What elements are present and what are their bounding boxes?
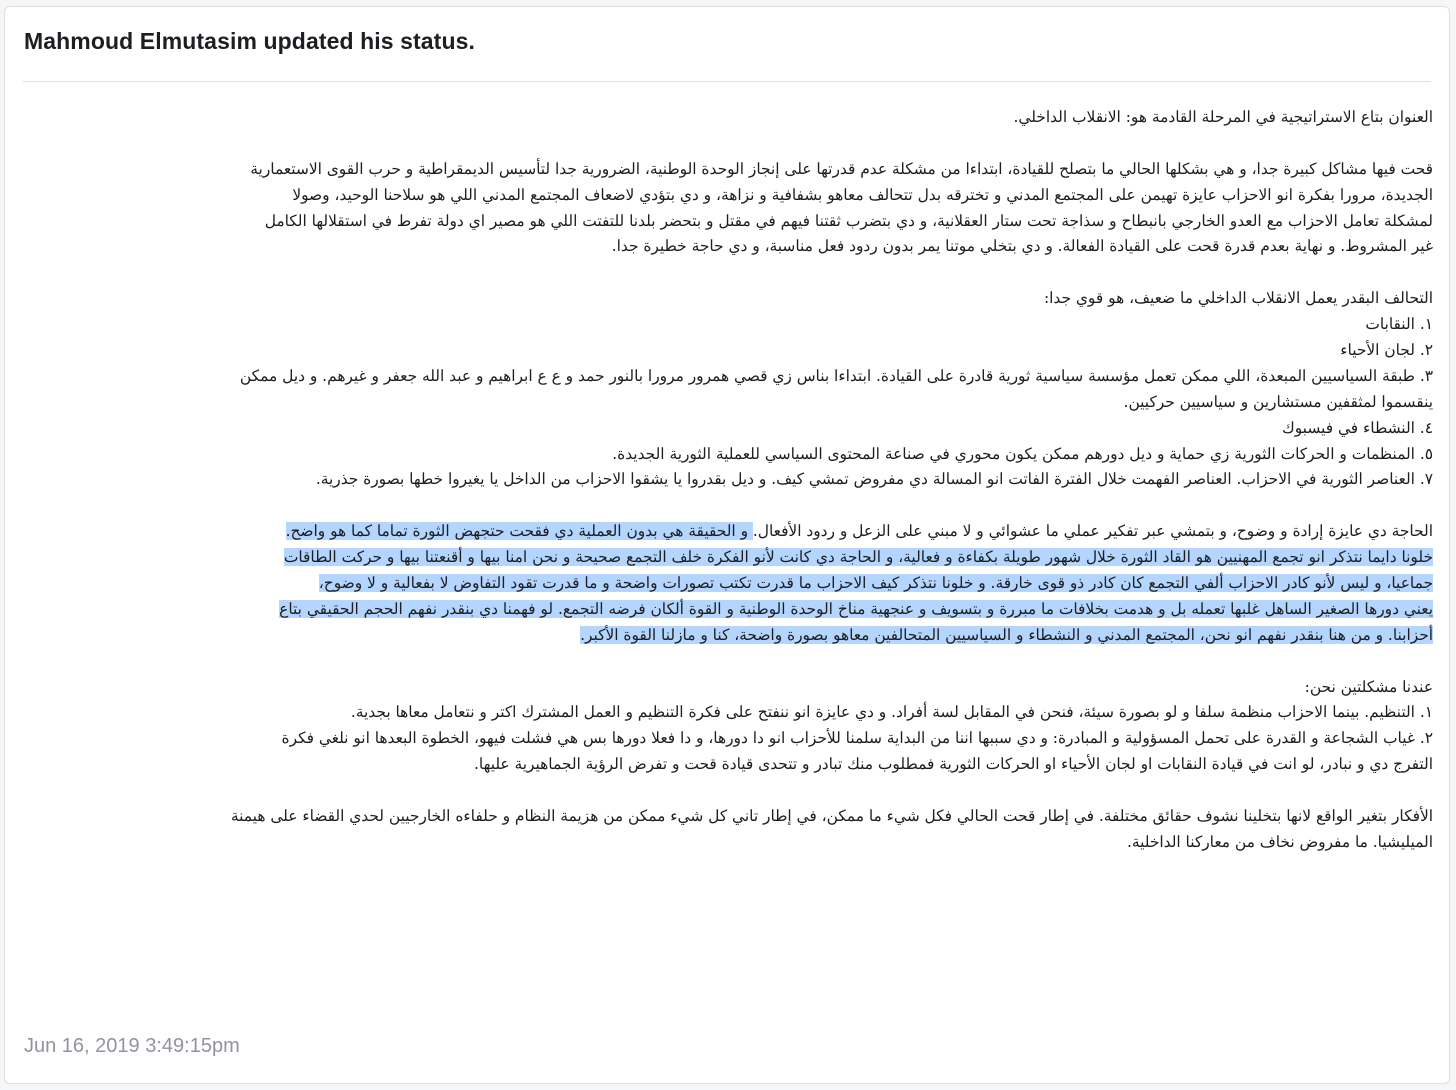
post-line-selected[interactable] (23, 623, 1433, 649)
post-line: عندنا مشكلتين نحن: (1304, 677, 1433, 696)
post-paragraph-2 (23, 157, 1433, 261)
list-item-continued: التفرج دي و نبادر، لو انت في قيادة النقابات او لجان الأحياء او الحركات الثورية فمطلوب منك تبادر و تتحدى قيادة قحت و تفرض الرؤية الجماهيرية عليها. (474, 755, 1433, 774)
selected-text[interactable]: أحزابنا. و من هنا بنقدر نفهم انو نحن، المجتمع المدني و النشطاء و السياسيين المتحالفين معاهو بصورة واضحة، كنا و مازلنا القوة الأكبر. (580, 625, 1433, 644)
post-line: التحالف البقدر يعمل الانقلاب الداخلي ما ضعيف، هو قوي جدا: (1043, 289, 1433, 308)
post-line-partially-selected[interactable] (23, 519, 1433, 545)
post-line-text: الحاجة دي عايزة إرادة و وضوح، و بتمشي عبر تفكير عملي ما عشوائي و لا مبني على الزعل و ردود الأفعال. (752, 522, 1433, 541)
status-post-card (4, 6, 1450, 1084)
post-line: قحت فيها مشاكل كبيرة جدا، و هي بشكلها الحالي ما بتصلح للقيادة، ابتداءا من مشكلة عدم قدرتها على إنجاز الوحدة الوطنية، الضرورية جدا لتأسيس الديمقراطية و حرب القوى الاستعمارية (250, 159, 1433, 178)
post-line-selected[interactable] (23, 597, 1433, 623)
list-item: ٢. لجان الأحياء (1340, 341, 1433, 360)
title-divider (23, 81, 1431, 82)
selected-text[interactable]: و الحقيقة هي بدون العملية دي فقحت حتجهض الثورة تماما كما هو واضح. (285, 522, 753, 541)
list-item: ٣. طبقة السياسيين المبعدة، اللي ممكن تعمل مؤسسة سياسية ثورية قادرة على القيادة. ابتداءا بناس زي قصي همرور مرورا بالنور حمد و ع ع ابراهيم و عبد الله جعفر و غيرهم. و ديل ممكن (239, 366, 1433, 385)
post-paragraph-4 (23, 519, 1433, 648)
post-paragraph-6 (23, 804, 1433, 856)
selected-text[interactable]: جماعيا، و ليس لأنو كادر الاحزاب ألفي التجمع كان كادر ذو قوى خارقة. و خلونا نتذكر كيف الاحزاب ما قدرت تكتب تصورات واضحة و ما قدرت تقود التفاوض لا بفعالية و لا وضوح، (318, 574, 1433, 593)
post-line-selected[interactable] (23, 545, 1433, 571)
list-item: ٢. غياب الشجاعة و القدرة على تحمل المسؤولية و المبادرة: و دي سببها اننا من البداية سلمنا للأحزاب انو دا دورها، و دا فعلا دورها بس هي فشلت فيهو، الخطوة البعدها انو نلغي فكرة (281, 729, 1433, 748)
post-line: الجديدة، مرورا بفكرة انو الاحزاب عايزة تهيمن على المجتمع المدني و تخترقه بدل تتحالف معاهو بشفافية و نزاهة، و دي بتؤدي لاضعاف المجتمع المدني اللي هو سلاحنا الوحيد، وصولا (292, 185, 1433, 204)
list-item: ٧. العناصر الثورية في الاحزاب. العناصر الفهمت خلال الفترة الفاتت انو المسالة دي مفروض تمشي كيف. و ديل بقدروا يا يشقوا الاحزاب من الداخل يا يغيروا خطها بصورة جذرية. (315, 470, 1433, 489)
list-item: ٤. النشطاء في فيسبوك (1282, 418, 1433, 437)
post-line: العنوان بتاع الاستراتيجية في المرحلة القادمة هو: الانقلاب الداخلي. (1013, 108, 1433, 126)
post-paragraph-5 (23, 675, 1433, 779)
post-paragraph-3 (23, 286, 1433, 493)
post-line: غير المشروط. و نهاية بعدم قدرة قحت على القيادة الفعالة. و دي بتخلي موتنا يمر بدون ردود فعل مناسبة، و دي حاجة خطيرة جدا. (611, 237, 1433, 256)
post-line: الأفكار بتغير الواقع لانها بتخلينا نشوف حقائق مختلفة. في إطار قحت الحالي فكل شيء ما ممكن، في إطار تاني كل شيء ممكن من هزيمة النظام و حلفاءه الخارجيين لحدي القضاء على هيمنة (230, 807, 1433, 826)
post-body (23, 105, 1433, 882)
post-timestamp[interactable]: Jun 16, 2019 3:49:15pm (24, 1035, 240, 1057)
list-item: ١. النقابات (1365, 315, 1433, 334)
list-item: ١. التنظيم. بينما الاحزاب منظمة سلفا و لو بصورة سيئة، فنحن في المقابل لسة أفراد. و دي عايزة انو ننفتح على فكرة التنظيم و العمل المشترك اكتر و نتعامل معاها بجدية. (350, 703, 1433, 722)
post-line: لمشكلة تعامل الاحزاب مع العدو الخارجي بانبطاح و سذاجة تحت ستار العقلانية، و دي بتضرب ثقتنا فيهم في مقتل و بتحضر بلدنا للتفتت اللي هو مصير اي دولة تفرط في استقلالها الكامل (264, 211, 1433, 230)
list-item-continued: ينقسموا لمثقفين مستشارين و سياسيين حركيين. (1123, 392, 1433, 411)
post-line: الميليشيا. ما مفروض نخاف من معاركنا الداخلية. (1126, 832, 1433, 851)
post-title: Mahmoud Elmutasim updated his status. (24, 28, 475, 54)
selected-text[interactable]: خلونا دايما نتذكر انو تجمع المهنيين هو القاد الثورة خلال شهور طويلة بكفاءة و فعالية، و الحاجة دي كانت لأنو الفكرة خلف التجمع صحيحة و نحن امنا بيها و أقنعتنا بيها و حركت الطاقات (283, 548, 1433, 567)
list-item: ٥. المنظمات و الحركات الثورية زي حماية و ديل دورهم ممكن يكون محوري في صناعة المحتوى السياسي للعملية الثورية الجديدة. (612, 444, 1433, 463)
selected-text[interactable]: يعني دورها الصغير الساهل غلبها تعمله بل و هدمت بخلافات ما مبررة و بتسويف و عنجهية مناخ الوحدة الوطنية و القوة ألكان فرضه التجمع. لو فهمنا دي بنقدر نفهم الحجم الحقيقي بتاع (279, 599, 1433, 618)
post-line-selected[interactable] (23, 571, 1433, 597)
post-paragraph-1 (23, 105, 1433, 131)
